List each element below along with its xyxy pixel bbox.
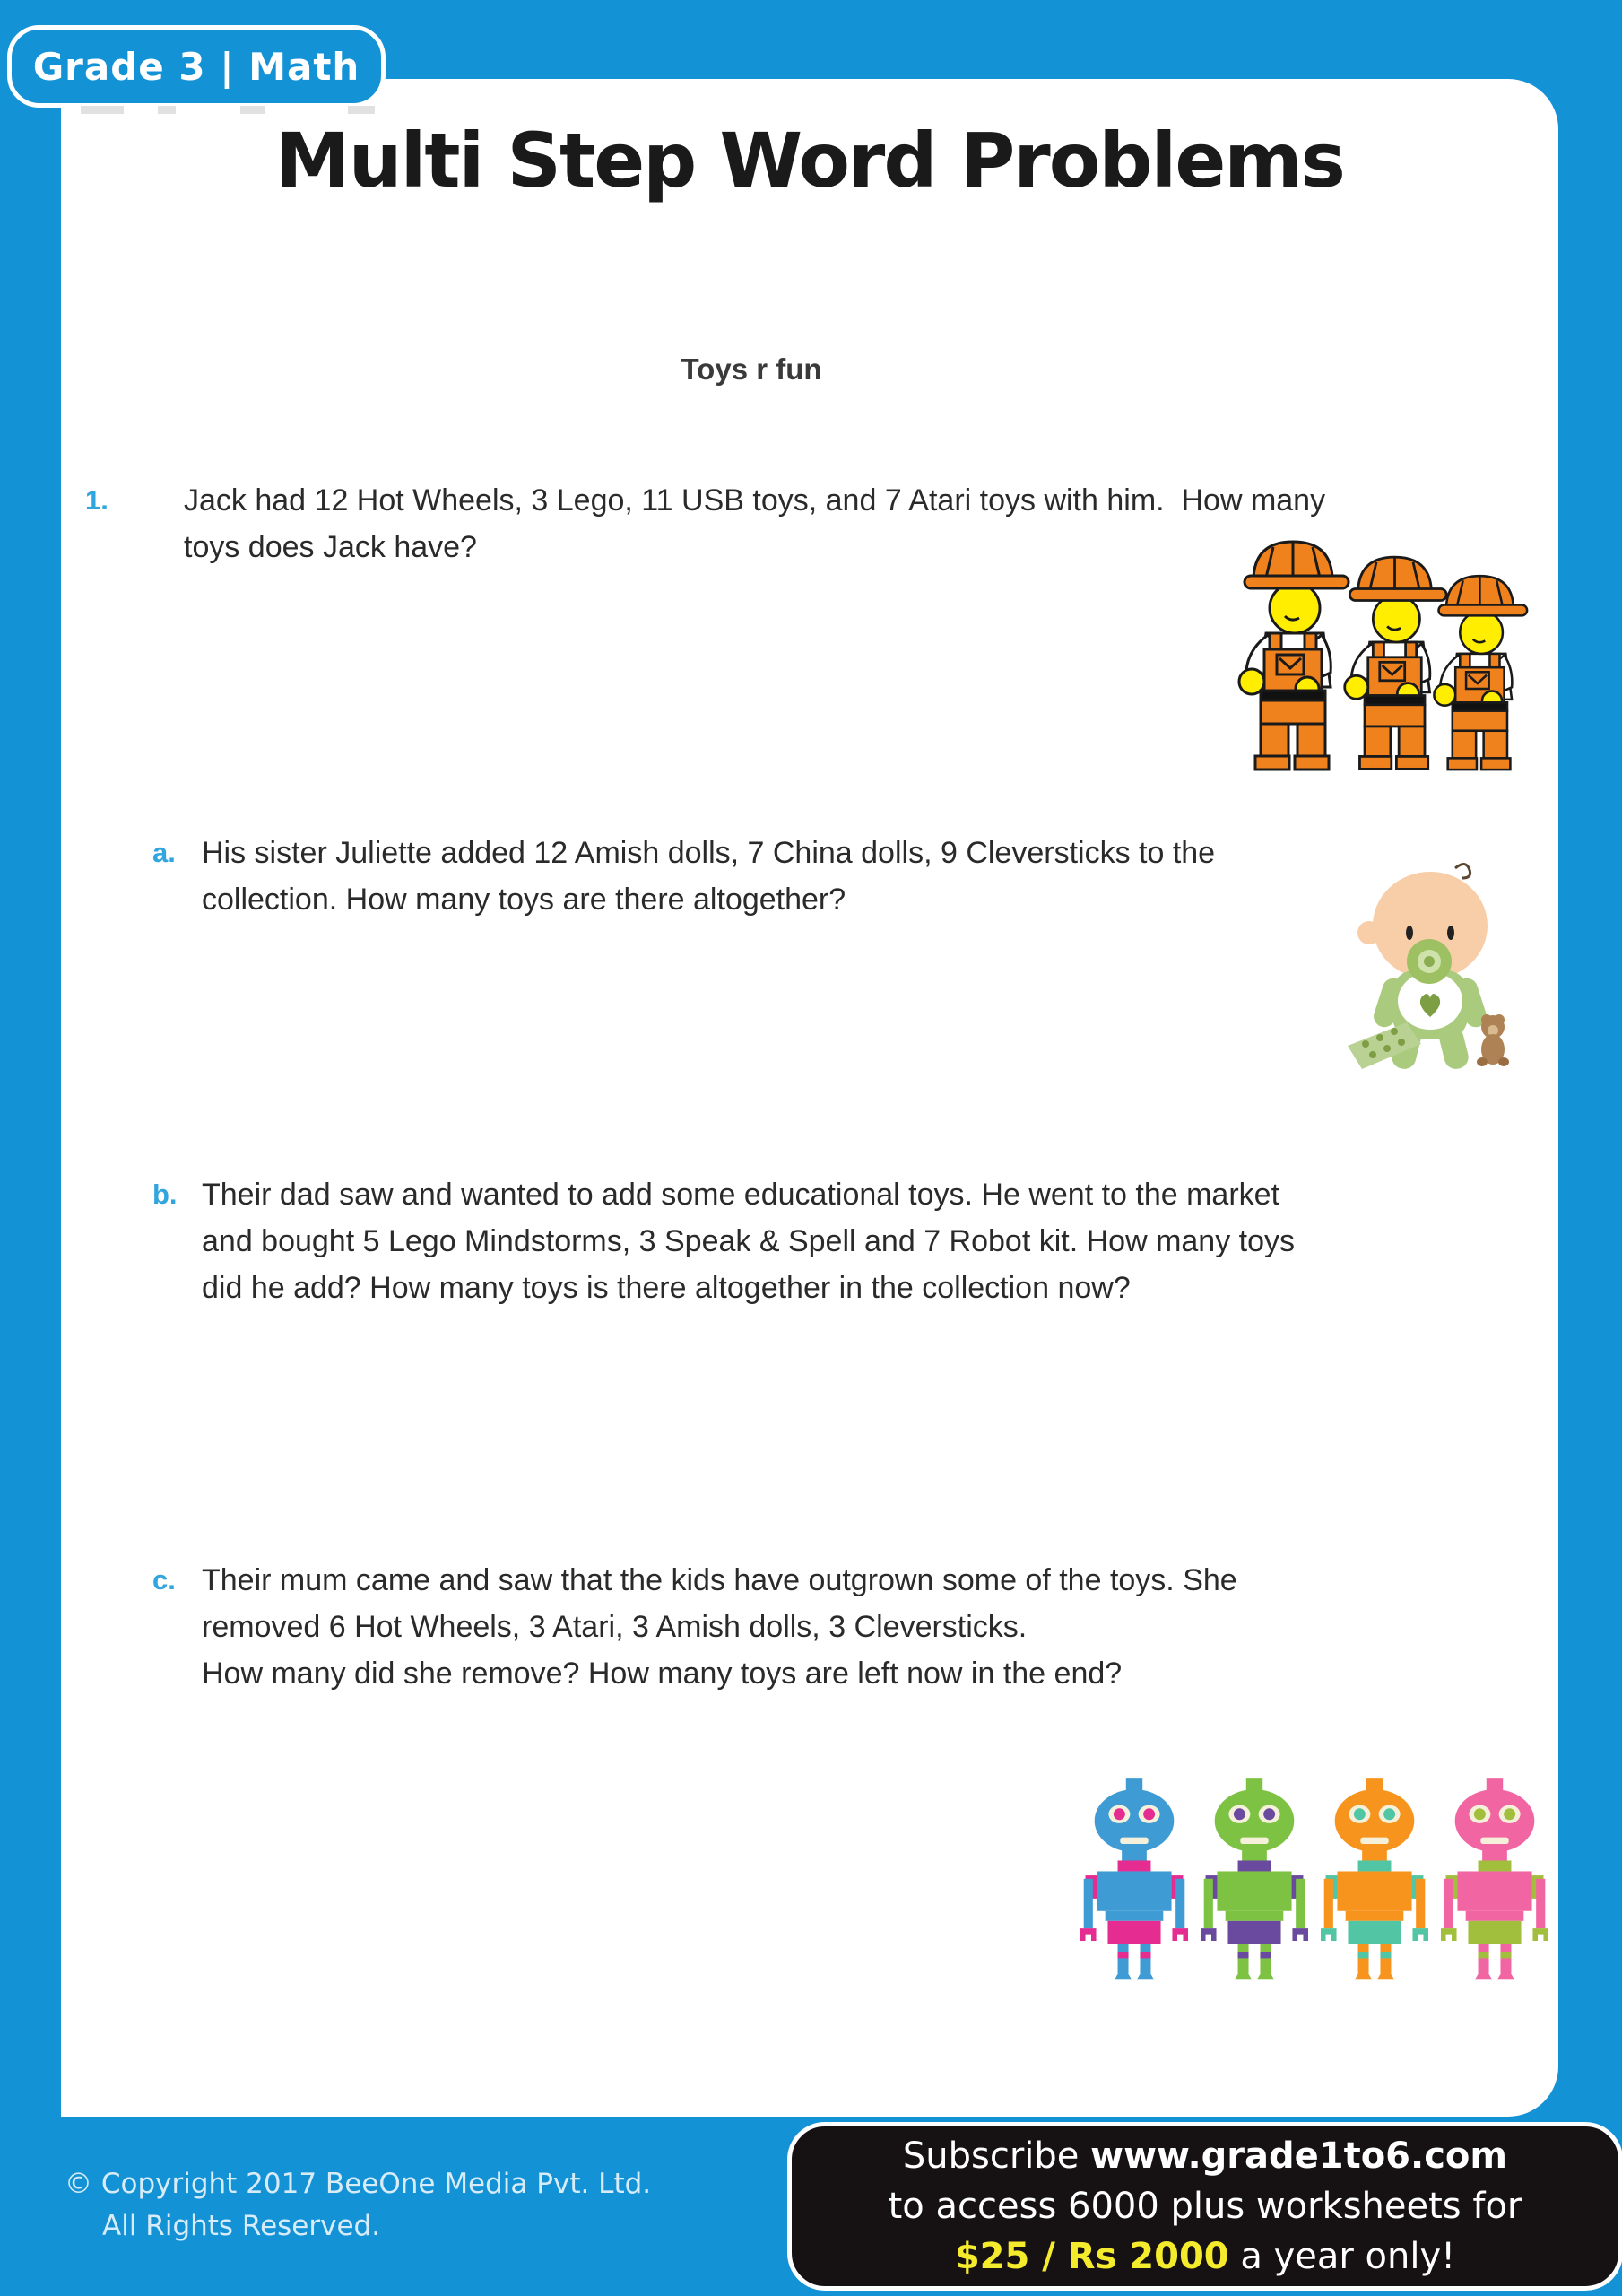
robot-blue: [1080, 1765, 1188, 1987]
price-line: [955, 2231, 1455, 2282]
part-a-line: His sister Juliette added 12 Amish dolls, 7 China dolls, 9 Cleversticks to the: [202, 836, 1216, 870]
price-text: $25 / Rs 2000: [954, 2236, 1229, 2277]
question-1-line: toys does Jack have?: [184, 530, 477, 564]
part-b-letter: b.: [152, 1178, 178, 1210]
robot-orange: [1321, 1765, 1428, 1987]
part-a-line: collection. How many toys are there altogether?: [202, 883, 846, 917]
part-c-letter: c.: [152, 1564, 176, 1596]
worksheet-subtitle: Toys r fun: [681, 352, 822, 386]
part-b-text: [202, 1171, 1565, 1311]
subscribe-banner: [787, 2122, 1622, 2291]
part-b-line: did he add? How many toys is there altogether in the collection now?: [202, 1271, 1131, 1305]
scan-artifact: [158, 106, 176, 114]
grade-badge: [7, 25, 386, 108]
page-title: Multi Step Word Problems: [275, 117, 1344, 204]
subscribe-line: [903, 2131, 1507, 2181]
subscribe-word: Subscribe: [902, 2135, 1091, 2177]
part-c-text: [202, 1557, 1565, 1697]
copyright-line: © Copyright 2017 BeeOne Media Pvt. Ltd.: [65, 2168, 652, 2200]
question-1-line: Jack had 12 Hot Wheels, 3 Lego, 11 USB toys, and 7 Atari toys with him. How many: [184, 483, 1326, 517]
scan-artifact: [81, 106, 124, 114]
robot-green: [1201, 1765, 1308, 1987]
scan-artifact: [348, 106, 375, 114]
grade-badge-label: Grade 3 | Math: [32, 44, 360, 89]
part-c-line: removed 6 Hot Wheels, 3 Atari, 3 Amish dolls, 3 Cleversticks.: [202, 1610, 1028, 1644]
part-b-line: Their dad saw and wanted to add some educational toys. He went to the market: [202, 1178, 1280, 1212]
price-suffix: a year only!: [1228, 2236, 1456, 2277]
lego-workers-illustration: [1236, 531, 1531, 791]
robots-illustration: [1080, 1765, 1565, 1987]
part-c-line: How many did she remove? How many toys are left now in the end?: [202, 1657, 1123, 1691]
baby-illustration: [1323, 854, 1538, 1078]
rights-line: All Rights Reserved.: [102, 2210, 381, 2242]
question-1-number: 1.: [85, 484, 108, 516]
scan-artifact: [240, 106, 265, 114]
website-url: www.grade1to6.com: [1090, 2135, 1508, 2177]
part-b-line: and bought 5 Lego Mindstorms, 3 Speak & Spell and 7 Robot kit. How many toys: [202, 1224, 1296, 1258]
copyright-notice: [65, 2163, 651, 2248]
access-line: to access 6000 plus worksheets for: [888, 2186, 1522, 2227]
robot-pink: [1441, 1765, 1548, 1987]
part-c-line: Their mum came and saw that the kids have outgrown some of the toys. She: [202, 1563, 1237, 1597]
part-a-letter: a.: [152, 837, 176, 868]
